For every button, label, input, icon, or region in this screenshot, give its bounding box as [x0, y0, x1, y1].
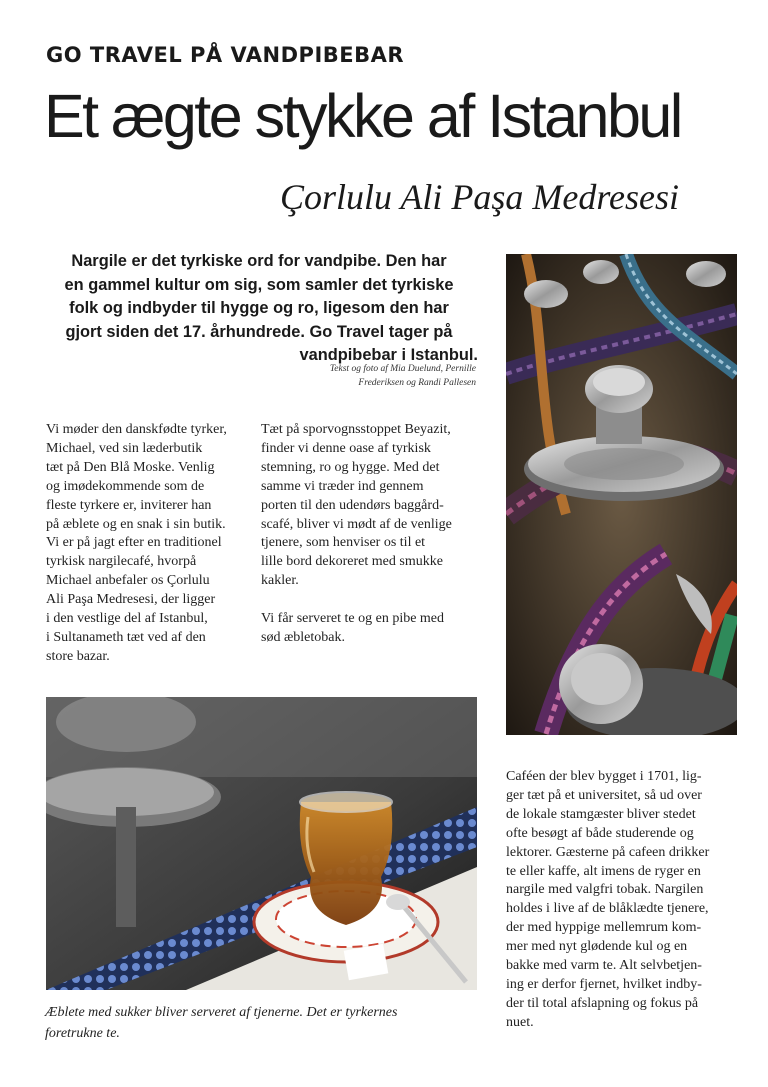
photo-caption — [45, 1003, 475, 1044]
body-line: Michael anbefaler os Çorlulu — [46, 573, 210, 589]
hookah-photo — [506, 254, 737, 735]
body-line: kakler. — [261, 573, 299, 589]
photo-credit — [290, 362, 476, 390]
lead-line: Nargile er det tyrkiske ord for vandpibe. Den har — [71, 252, 447, 270]
body-line: i Sultanameth tæt ved af den — [46, 629, 206, 645]
body-line: tæt på Den Blå Moske. Venlig — [46, 459, 215, 475]
body-line: ofte besøgt af både studerende og — [506, 825, 694, 841]
body-line: samme vi træder ind gennem — [261, 478, 424, 494]
lead-line: vandpibebar i Istanbul. — [299, 346, 478, 364]
body-line: sød æbletobak. — [261, 629, 345, 645]
body-line: i den vestlige del af Istanbul, — [46, 611, 208, 627]
article-headline: Et ægte stykke af Istanbul — [44, 82, 681, 150]
body-line: nargile med valgfri tobak. Nargilen — [506, 882, 704, 898]
body-line: der til total afslapning og fokus på — [506, 995, 699, 1011]
body-line: de lokale stamgæster bliver stedet — [506, 806, 696, 822]
body-line: Vi møder den danskfødte tyrker, — [46, 422, 227, 437]
paragraph-gap — [261, 591, 476, 610]
body-column-1 — [46, 421, 251, 667]
article-subtitle: Çorlulu Ali Paşa Medresesi — [280, 177, 679, 217]
tea-photo — [46, 697, 477, 990]
lead-line: gjort siden det 17. århundrede. Go Travel tager på — [65, 322, 453, 341]
credit-line: Frederiksen og Randi Pallesen — [358, 378, 476, 388]
body-line: der med hyppige mellemrum kom- — [506, 920, 702, 936]
credit-line: Tekst og foto af Mia Duelund, Pernille — [329, 364, 476, 374]
body-line: stemning, ro og hygge. Med det — [261, 459, 440, 475]
body-line: bakke med varm te. Alt selvbetjen- — [506, 958, 702, 974]
body-line: Tæt på sporvognsstoppet Beyazit, — [261, 422, 451, 437]
body-line: te eller kaffe, alt imens de ryger en — [506, 863, 701, 879]
body-line: Vi er på jagt efter en traditionel — [46, 535, 222, 551]
body-line: scafé, bliver vi mødt af de venlige — [261, 516, 452, 532]
body-line: holdes i live af de blåklædte tjenere, — [506, 901, 709, 917]
body-line: lektorer. Gæsterne på cafeen drikker — [506, 844, 710, 860]
body-line: Caféen der blev bygget i 1701, lig- — [506, 769, 702, 784]
caption-line: foretrukne te. — [45, 1025, 120, 1041]
lead-line: folk og indbyder til hygge og ro, ligesom den har — [69, 299, 449, 317]
body-line: Vi får serveret te og en pibe med — [261, 611, 445, 627]
body-line: ing er derfor fjernet, hvilket indby- — [506, 976, 702, 992]
body-line: Michael, ved sin læderbutik — [46, 440, 203, 456]
body-line: fleste tyrkere er, inviterer han — [46, 497, 212, 513]
body-line: mer med nyt glødende kul og en — [506, 939, 688, 955]
caption-line: Æblete med sukker bliver serveret af tjenerne. Det er tyrkernes — [45, 1005, 398, 1020]
lead-paragraph — [40, 250, 478, 368]
section-kicker: GO TRAVEL PÅ VANDPIBEBAR — [46, 43, 405, 67]
body-line: store bazar. — [46, 648, 110, 664]
body-line: nuet. — [506, 1014, 534, 1030]
body-line: på æblete og en snak i sin butik. — [46, 516, 226, 532]
body-line: finder vi denne oase af tyrkisk — [261, 440, 431, 456]
body-line: tjenere, som henviser os til et — [261, 535, 426, 551]
body-line: tyrkisk nargilecafé, hvorpå — [46, 554, 197, 570]
body-column-3 — [506, 768, 738, 1033]
body-line: og imødekommende som de — [46, 478, 205, 494]
body-line: Ali Paşa Medresesi, der ligger — [46, 592, 216, 608]
body-line: porten til den udendørs baggård- — [261, 497, 444, 513]
body-column-2 — [261, 421, 476, 648]
lead-line: en gammel kultur om sig, som samler det tyrkiske — [64, 275, 454, 294]
body-line: lille bord dekoreret med smukke — [261, 554, 443, 570]
body-line: ger tæt på et universitet, så ud over — [506, 787, 702, 803]
